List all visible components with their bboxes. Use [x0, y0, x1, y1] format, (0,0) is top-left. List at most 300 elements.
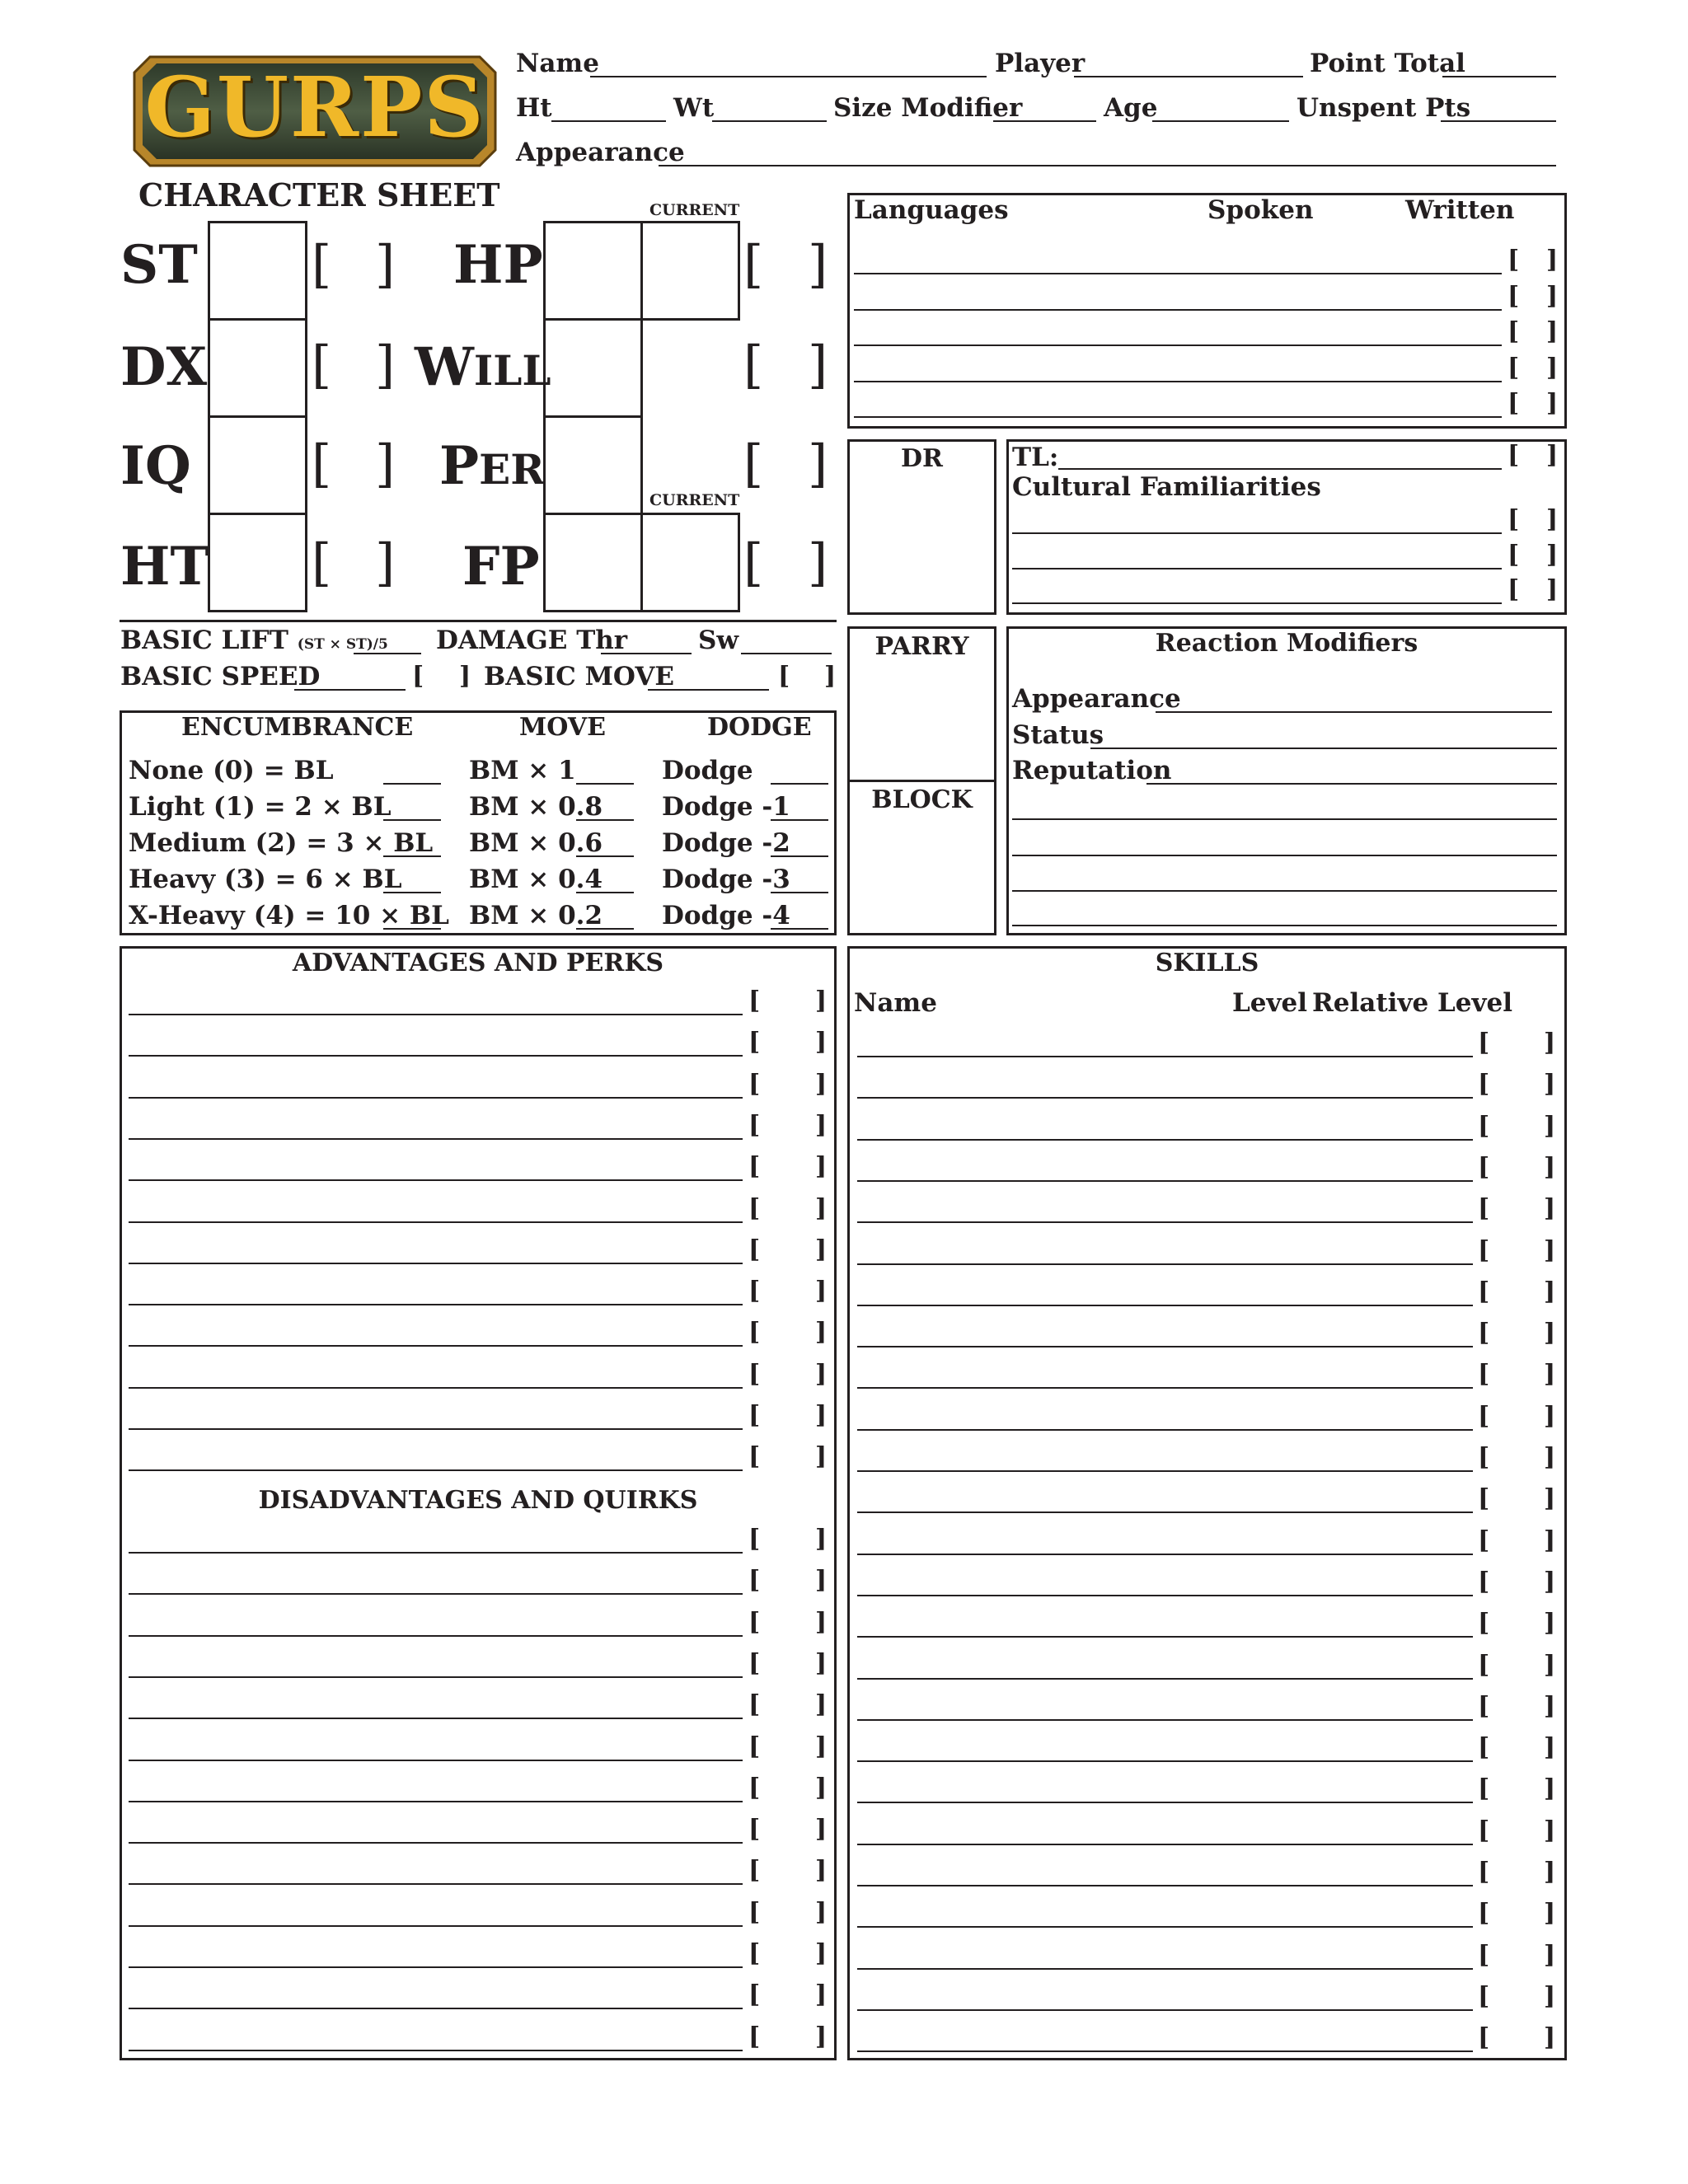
disadvantage-row-line[interactable]	[129, 1883, 743, 1885]
ht-label: Ht	[516, 93, 552, 123]
languages-title: Languages	[854, 195, 1009, 225]
enc-row-1-move: BM × 0.8	[469, 792, 603, 822]
cultural-familiarity-row-cost-close: ]	[1546, 505, 1559, 534]
skill-row-line[interactable]	[857, 1885, 1473, 1886]
point-total-label: Point Total	[1310, 49, 1465, 78]
disadvantages-title: DISADVANTAGES AND QUIRKS	[258, 1486, 698, 1515]
skill-row-cost-close: ]	[1544, 1733, 1556, 1763]
tl-label: TL:	[1012, 443, 1059, 472]
advantage-row-line[interactable]	[129, 1221, 743, 1223]
sw-label: Sw	[698, 626, 739, 655]
skills-level-header: Level	[1232, 988, 1308, 1018]
skill-row-line[interactable]	[857, 1844, 1473, 1845]
disadvantage-row-cost-open: [	[748, 2022, 761, 2051]
disadvantage-row-cost-open: [	[748, 1648, 761, 1678]
sw-field[interactable]	[741, 653, 832, 654]
fp-cost-open: [	[743, 532, 764, 593]
skill-row-cost-open: [	[1478, 1526, 1490, 1555]
advantage-row-cost-open: [	[748, 1110, 761, 1140]
skill-row-cost-close: ]	[1544, 1816, 1556, 1845]
skill-row-line[interactable]	[857, 1097, 1473, 1099]
advantage-row-cost-open: [	[748, 1359, 761, 1389]
player-field[interactable]	[1074, 76, 1303, 77]
dx-label: DX	[120, 336, 208, 398]
iq-value-box[interactable]	[208, 415, 307, 515]
skill-row-cost-open: [	[1478, 1443, 1490, 1472]
advantage-row-cost-close: ]	[815, 987, 828, 1015]
skill-row-cost-open: [	[1478, 1899, 1490, 1929]
reaction-status-label: Status	[1012, 720, 1104, 750]
disadvantage-row-line[interactable]	[129, 1801, 743, 1802]
player-label: Player	[995, 49, 1085, 78]
skills-name-header: Name	[854, 988, 937, 1018]
disadvantage-row-cost-close: ]	[815, 1939, 828, 1968]
advantage-row-cost-open: [	[748, 1277, 761, 1306]
skill-row-cost-open: [	[1478, 1235, 1490, 1265]
advantages-title: ADVANTAGES AND PERKS	[292, 949, 664, 977]
enc-row-0-dodge-field[interactable]	[771, 783, 828, 785]
advantage-row-line[interactable]	[129, 1138, 743, 1140]
per-label	[439, 435, 545, 497]
enc-row-2-dodge-field[interactable]	[771, 855, 828, 857]
disadvantage-row-cost-close: ]	[815, 1566, 828, 1596]
skill-row-cost-close: ]	[1544, 1111, 1556, 1141]
skill-row-line[interactable]	[857, 1221, 1473, 1223]
skill-row-cost-open: [	[1478, 1816, 1490, 1845]
skill-row-line[interactable]	[857, 1760, 1473, 1762]
skill-row-cost-close: ]	[1544, 1858, 1556, 1886]
skill-row-cost-open: [	[1478, 1194, 1490, 1224]
hp-current-box[interactable]	[640, 221, 740, 321]
advantage-row-cost-open: [	[748, 1318, 761, 1347]
languages-written-header: Written	[1405, 195, 1515, 225]
enc-row-0-move-field[interactable]	[576, 783, 634, 785]
advantage-row-line[interactable]	[129, 1055, 743, 1057]
language-row-line[interactable]	[854, 273, 1502, 274]
cultural-familiarity-row-cost-open: [	[1507, 505, 1520, 534]
advantage-row-cost-open: [	[748, 1235, 761, 1264]
advantage-row-cost-open: [	[748, 1401, 761, 1430]
st-label: ST	[120, 234, 198, 296]
disadvantage-row-cost-open: [	[748, 1856, 761, 1886]
skill-row-cost-close: ]	[1544, 1319, 1556, 1348]
st-value-box[interactable]	[208, 221, 307, 321]
wt-label: Wt	[673, 93, 715, 123]
disadvantage-row-line[interactable]	[129, 1760, 743, 1761]
enc-row-2-dodge: Dodge -2	[662, 828, 790, 858]
advantage-row-line[interactable]	[129, 1263, 743, 1264]
enc-row-3-dodge: Dodge -3	[662, 865, 790, 894]
language-row-cost-open: [	[1507, 389, 1520, 418]
disadvantage-row-cost-open: [	[748, 1815, 761, 1844]
dr-title: DR	[901, 444, 943, 473]
skill-row-line[interactable]	[857, 1595, 1473, 1596]
reaction-appearance-field[interactable]	[1156, 711, 1552, 713]
ht-attr-label: HT	[120, 536, 210, 598]
fp-cost-close: ]	[808, 532, 828, 593]
dodge-header: DODGE	[707, 713, 812, 742]
iq-cost-close: ]	[375, 434, 396, 494]
cultural-familiarities-label: Cultural Familiarities	[1012, 472, 1321, 502]
language-row-cost-close: ]	[1546, 389, 1559, 418]
basic-speed-cost-open: [	[412, 662, 424, 691]
tl-cost-open: [	[1507, 441, 1520, 470]
basic-speed-label: BASIC SPEED	[120, 662, 321, 691]
skill-row-cost-open: [	[1478, 1484, 1490, 1514]
unspent-pts-field[interactable]	[1441, 120, 1556, 122]
tl-cost-close: ]	[1546, 441, 1559, 470]
will-initial: W	[415, 336, 474, 398]
enc-row-4-move-field[interactable]	[576, 928, 634, 930]
enc-row-1-dodge: Dodge -1	[662, 792, 790, 822]
skill-row-cost-close: ]	[1544, 1650, 1556, 1680]
tl-field[interactable]	[1058, 468, 1502, 470]
move-header: MOVE	[519, 713, 606, 742]
reaction-extra-line-4[interactable]	[1012, 925, 1557, 926]
advantage-row-cost-close: ]	[815, 1069, 828, 1099]
skill-row-cost-close: ]	[1544, 1774, 1556, 1804]
advantage-row-cost-close: ]	[815, 1277, 828, 1306]
enc-row-3-move-field[interactable]	[576, 892, 634, 893]
hp-current-label: CURRENT	[649, 201, 740, 219]
advantage-row-cost-close: ]	[815, 1193, 828, 1223]
basic-move-field[interactable]	[648, 689, 769, 691]
cultural-familiarity-row-line[interactable]	[1012, 568, 1502, 569]
skill-row-cost-close: ]	[1544, 1443, 1556, 1472]
disadvantage-row-cost-close: ]	[815, 1607, 828, 1637]
language-row-cost-close: ]	[1546, 317, 1559, 346]
disadvantage-row-cost-open: [	[748, 1690, 761, 1720]
skill-row-line[interactable]	[857, 2050, 1473, 2052]
damage-thr-field[interactable]	[601, 653, 692, 654]
advantage-row-cost-close: ]	[815, 1442, 828, 1472]
reaction-appearance-label: Appearance	[1012, 684, 1181, 714]
enc-row-0-level: None (0) = BL	[129, 756, 334, 785]
skill-row-line[interactable]	[857, 1926, 1473, 1928]
skill-row-line[interactable]	[857, 1636, 1473, 1638]
advantage-row-cost-close: ]	[815, 1359, 828, 1389]
advantage-row-cost-close: ]	[815, 1235, 828, 1264]
enc-row-4-level: X-Heavy (4) = 10 × BL	[129, 901, 449, 930]
st-cost-close: ]	[375, 234, 396, 294]
skill-row-line[interactable]	[857, 1470, 1473, 1472]
enc-row-0-move: BM × 1	[469, 756, 576, 785]
skills-title: SKILLS	[1155, 949, 1259, 977]
advantage-row-cost-close: ]	[815, 1401, 828, 1430]
advantage-row-line[interactable]	[129, 1428, 743, 1430]
advantage-row-cost-open: [	[748, 1028, 761, 1057]
damage-thr-label: DAMAGE Thr	[436, 626, 628, 655]
ht-field[interactable]	[551, 120, 666, 122]
enc-row-0-weight[interactable]	[383, 783, 441, 785]
skill-row-cost-close: ]	[1544, 1691, 1556, 1721]
skills-box	[847, 946, 1567, 2060]
disadvantage-row-cost-close: ]	[815, 2022, 828, 2051]
skill-row-cost-close: ]	[1544, 1567, 1556, 1596]
disadvantage-row-cost-open: [	[748, 1732, 761, 1761]
disadvantage-row-cost-open: [	[748, 1939, 761, 1968]
enc-row-2-weight[interactable]	[383, 855, 441, 857]
disadvantage-row-cost-open: [	[748, 1773, 761, 1802]
enc-row-4-weight[interactable]	[383, 928, 441, 930]
disadvantage-row-cost-close: ]	[815, 1856, 828, 1886]
skill-row-cost-open: [	[1478, 1733, 1490, 1763]
will-value-box[interactable]	[543, 318, 643, 418]
skill-row-cost-open: [	[1478, 1360, 1490, 1390]
skill-row-cost-close: ]	[1544, 1484, 1556, 1514]
skill-row-cost-close: ]	[1544, 1194, 1556, 1224]
age-field[interactable]	[1152, 120, 1289, 122]
enc-row-4-dodge-field[interactable]	[771, 928, 828, 930]
skill-row-cost-open: [	[1478, 1858, 1490, 1886]
dx-cost-open: [	[312, 335, 332, 395]
reaction-extra-line-1[interactable]	[1012, 818, 1557, 820]
enc-row-3-dodge-field[interactable]	[771, 892, 828, 893]
skill-row-cost-close: ]	[1544, 1609, 1556, 1638]
basic-move-cost-open: [	[778, 662, 790, 691]
skill-row-cost-close: ]	[1544, 1152, 1556, 1182]
will-cost-open: [	[743, 335, 764, 395]
enc-row-1-move-field[interactable]	[576, 819, 634, 821]
basic-lift-field[interactable]	[354, 653, 421, 654]
language-row-cost-close: ]	[1546, 281, 1559, 311]
advantage-row-line[interactable]	[129, 1304, 743, 1305]
disadvantage-row-cost-close: ]	[815, 1815, 828, 1844]
attributes-divider	[120, 620, 837, 622]
skill-row-line[interactable]	[857, 1554, 1473, 1555]
advantage-row-line[interactable]	[129, 1097, 743, 1099]
advantage-row-cost-close: ]	[815, 1028, 828, 1057]
age-label: Age	[1104, 93, 1158, 123]
size-modifier-label: Size Modifier	[833, 93, 1023, 123]
skill-row-cost-open: [	[1478, 1981, 1490, 2011]
enc-row-3-level: Heavy (3) = 6 × BL	[129, 865, 402, 894]
basic-move-cost-close: ]	[824, 662, 837, 691]
disadvantage-row-cost-close: ]	[815, 1773, 828, 1802]
language-row-cost-close: ]	[1546, 246, 1559, 274]
skill-row-cost-close: ]	[1544, 1360, 1556, 1390]
cultural-familiarity-row-cost-close: ]	[1546, 575, 1559, 604]
enc-row-1-dodge-field[interactable]	[771, 819, 828, 821]
disadvantage-row-cost-close: ]	[815, 1980, 828, 2010]
skill-row-line[interactable]	[857, 1719, 1473, 1721]
reaction-modifiers-title: Reaction Modifiers	[1155, 629, 1418, 658]
fp-current-label: CURRENT	[649, 491, 740, 509]
skill-row-line[interactable]	[857, 1346, 1473, 1347]
skill-row-cost-open: [	[1478, 1691, 1490, 1721]
skill-row-line[interactable]	[857, 1387, 1473, 1389]
disadvantage-row-cost-close: ]	[815, 1648, 828, 1678]
disadvantage-row-line[interactable]	[129, 2008, 743, 2009]
fp-label: FP	[462, 536, 540, 598]
disadvantage-row-line[interactable]	[129, 1925, 743, 1927]
gurps-logo	[132, 54, 498, 168]
advantage-row-line[interactable]	[129, 1345, 743, 1347]
advantage-row-line[interactable]	[129, 1387, 743, 1389]
language-row-cost-open: [	[1507, 317, 1520, 346]
unspent-pts-label: Unspent Pts	[1296, 93, 1471, 123]
character-sheet-title: CHARACTER SHEET	[138, 176, 500, 213]
skill-row-cost-close: ]	[1544, 1940, 1556, 1970]
disadvantage-row-cost-open: [	[748, 1566, 761, 1596]
skill-row-cost-close: ]	[1544, 1981, 1556, 2011]
enc-row-2-move: BM × 0.6	[469, 828, 603, 858]
language-row-line[interactable]	[854, 381, 1502, 382]
basic-lift-label	[120, 628, 388, 654]
cultural-familiarity-row-cost-open: [	[1507, 540, 1520, 569]
size-modifier-field[interactable]	[993, 120, 1096, 122]
per-cost-close: ]	[808, 434, 828, 494]
reaction-status-field[interactable]	[1090, 748, 1557, 749]
skill-row-cost-open: [	[1478, 1609, 1490, 1638]
disadvantage-row-line[interactable]	[129, 1552, 743, 1554]
skill-row-line[interactable]	[857, 1263, 1473, 1265]
iq-cost-open: [	[312, 434, 332, 494]
skill-row-line[interactable]	[857, 1180, 1473, 1182]
skill-row-cost-open: [	[1478, 2023, 1490, 2053]
skill-row-line[interactable]	[857, 2009, 1473, 2011]
skill-row-cost-open: [	[1478, 1401, 1490, 1431]
enc-row-1-weight[interactable]	[383, 819, 441, 821]
appearance-label: Appearance	[516, 138, 685, 167]
ht-value-box[interactable]	[208, 513, 307, 612]
skill-row-cost-open: [	[1478, 1070, 1490, 1099]
per-value-box[interactable]	[543, 415, 643, 515]
skill-row-line[interactable]	[857, 1678, 1473, 1680]
wt-field[interactable]	[712, 120, 827, 122]
enc-row-4-move: BM × 0.2	[469, 901, 603, 930]
enc-row-0-dodge: Dodge	[662, 756, 753, 785]
cultural-familiarity-row-line[interactable]	[1012, 532, 1502, 534]
advantage-row-cost-open: [	[748, 1442, 761, 1472]
fp-value-box[interactable]	[543, 513, 643, 612]
disadvantage-row-line[interactable]	[129, 1593, 743, 1595]
skill-row-cost-close: ]	[1544, 1526, 1556, 1555]
disadvantage-row-cost-open: [	[748, 1897, 761, 1927]
disadvantage-row-cost-open: [	[748, 1525, 761, 1554]
skill-row-line[interactable]	[857, 1305, 1473, 1306]
skill-row-cost-open: [	[1478, 1567, 1490, 1596]
skill-row-cost-close: ]	[1544, 1899, 1556, 1929]
skill-row-line[interactable]	[857, 1429, 1473, 1431]
cultural-familiarity-row-line[interactable]	[1012, 602, 1502, 604]
skill-row-cost-open: [	[1478, 1029, 1490, 1057]
appearance-field[interactable]	[659, 165, 1556, 166]
basic-speed-field[interactable]	[294, 689, 406, 691]
dx-cost-close: ]	[375, 335, 396, 395]
hp-cost-close: ]	[808, 234, 828, 294]
disadvantage-row-line[interactable]	[129, 1676, 743, 1678]
skill-row-line[interactable]	[857, 1139, 1473, 1141]
enc-row-2-level: Medium (2) = 3 × BL	[129, 828, 434, 858]
reaction-extra-line-3[interactable]	[1012, 890, 1557, 892]
skill-row-line[interactable]	[857, 1802, 1473, 1803]
disadvantage-row-cost-close: ]	[815, 1732, 828, 1761]
point-total-field[interactable]	[1442, 76, 1556, 77]
language-row-line[interactable]	[854, 309, 1502, 311]
skill-row-line[interactable]	[857, 1511, 1473, 1513]
disadvantage-row-line[interactable]	[129, 1966, 743, 1968]
advantage-row-cost-close: ]	[815, 1110, 828, 1140]
tl-box	[1006, 439, 1567, 615]
will-cost-close: ]	[808, 335, 828, 395]
skill-row-cost-open: [	[1478, 1319, 1490, 1348]
skill-row-cost-open: [	[1478, 1152, 1490, 1182]
skill-row-cost-open: [	[1478, 1277, 1490, 1306]
disadvantage-row-cost-open: [	[748, 1980, 761, 2010]
language-row-line[interactable]	[854, 416, 1502, 418]
disadvantage-row-cost-close: ]	[815, 1690, 828, 1720]
per-cost-open: [	[743, 434, 764, 494]
st-cost-open: [	[312, 234, 332, 294]
block-title: BLOCK	[871, 785, 973, 814]
fp-current-box[interactable]	[640, 513, 740, 612]
advantage-row-line[interactable]	[129, 1179, 743, 1181]
advantage-row-cost-open: [	[748, 987, 761, 1015]
disadvantage-row-line[interactable]	[129, 1635, 743, 1637]
basic-lift-text: BASIC LIFT	[120, 626, 288, 655]
enc-row-2-move-field[interactable]	[576, 855, 634, 857]
enc-row-1-level: Light (1) = 2 × BL	[129, 792, 392, 822]
ht-cost-close: ]	[375, 532, 396, 593]
disadvantage-row-line[interactable]	[129, 1718, 743, 1719]
skill-row-cost-open: [	[1478, 1774, 1490, 1804]
logo-text: GURPS	[144, 59, 485, 156]
skill-row-cost-close: ]	[1544, 1029, 1556, 1057]
skill-row-cost-close: ]	[1544, 1235, 1556, 1265]
parry-title: PARRY	[874, 632, 969, 661]
enc-row-3-move: BM × 0.4	[469, 865, 603, 894]
cultural-familiarity-row-cost-open: [	[1507, 575, 1520, 604]
hp-value-box[interactable]	[543, 221, 643, 321]
per-rest: ER	[479, 445, 545, 494]
advantage-row-line[interactable]	[129, 1014, 743, 1015]
reaction-reputation-field[interactable]	[1146, 783, 1557, 785]
advantage-row-cost-close: ]	[815, 1152, 828, 1182]
skill-row-cost-open: [	[1478, 1940, 1490, 1970]
disadvantage-row-line[interactable]	[129, 2050, 743, 2051]
skill-row-cost-close: ]	[1544, 1401, 1556, 1431]
dx-value-box[interactable]	[208, 318, 307, 418]
name-field[interactable]	[590, 76, 987, 77]
enc-row-4-dodge: Dodge -4	[662, 901, 790, 930]
disadvantage-row-cost-close: ]	[815, 1897, 828, 1927]
reaction-reputation-label: Reputation	[1012, 756, 1172, 785]
reaction-extra-line-2[interactable]	[1012, 855, 1557, 856]
hp-cost-open: [	[743, 234, 764, 294]
disadvantage-row-cost-open: [	[748, 1607, 761, 1637]
skills-relative-level-header: Relative Level	[1312, 988, 1513, 1018]
skill-row-cost-close: ]	[1544, 1070, 1556, 1099]
basic-speed-cost-close: ]	[459, 662, 471, 691]
will-label	[415, 336, 551, 398]
language-row-cost-close: ]	[1546, 353, 1559, 382]
disadvantage-row-line[interactable]	[129, 1842, 743, 1844]
language-row-cost-open: [	[1507, 353, 1520, 382]
name-label: Name	[516, 49, 599, 78]
advantage-row-cost-open: [	[748, 1193, 761, 1223]
advantage-row-line[interactable]	[129, 1469, 743, 1471]
skill-row-cost-close: ]	[1544, 2023, 1556, 2053]
per-initial: P	[439, 435, 480, 497]
skill-row-line[interactable]	[857, 1056, 1473, 1057]
skill-row-cost-close: ]	[1544, 1277, 1556, 1306]
encumbrance-header: ENCUMBRANCE	[181, 713, 414, 742]
skill-row-line[interactable]	[857, 1968, 1473, 1970]
language-row-line[interactable]	[854, 344, 1502, 346]
enc-row-3-weight[interactable]	[383, 892, 441, 893]
cultural-familiarity-row-cost-close: ]	[1546, 540, 1559, 569]
